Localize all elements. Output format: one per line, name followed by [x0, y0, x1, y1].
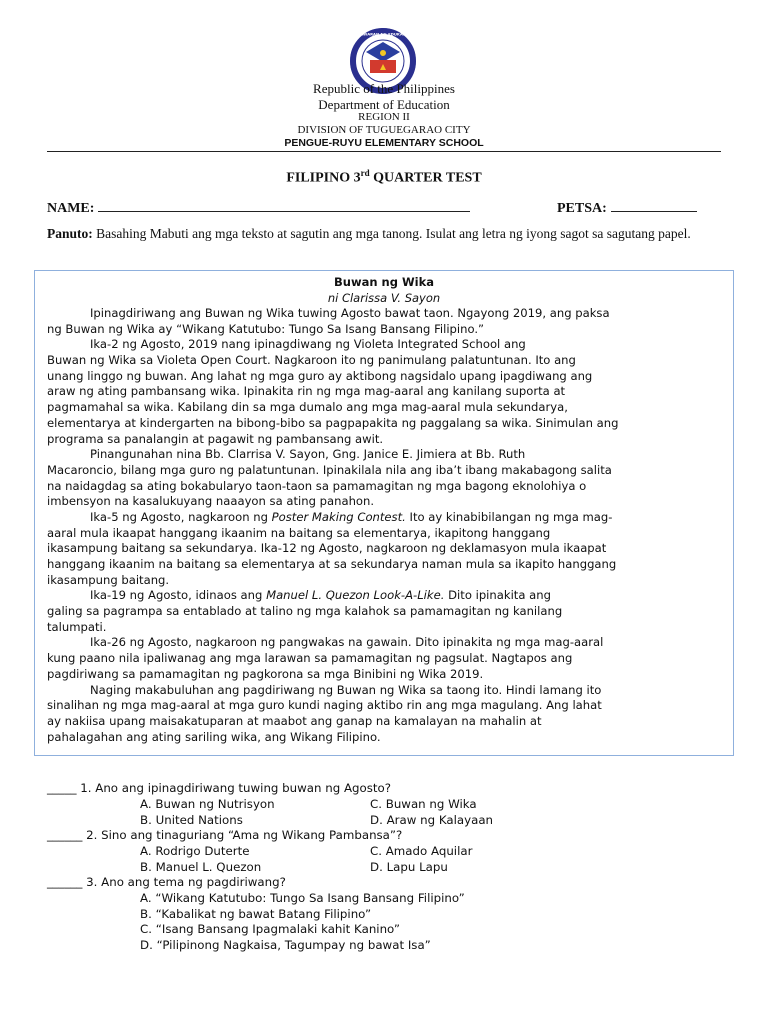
passage-line: Macaroncio, bilang mga guro ng palatuntunan. Ipinakilala nila ang iba’t ibang makabagong salita	[47, 462, 612, 477]
q3-option-b: B. “Kabalikat ng bawat Batang Filipino”	[140, 906, 372, 921]
passage-line: galing sa pagrampa sa entablado at talino ng mga kalahok sa pamamagitan ng kanilang	[47, 604, 563, 619]
passage-line: kung paano nila ipaliwanag ang mga larawan sa pamamagitan ng pagsulat. Nagtapos ang	[47, 651, 573, 666]
passage-line: programa sa panalangin at pagawit ng pambansang awit.	[47, 431, 384, 446]
q2-option-a: A. Rodrigo Duterte	[140, 844, 250, 858]
poster-contest-italic: Poster Making Contest.	[271, 509, 406, 524]
passage-line: Ika-19 ng Agosto, idinaos ang Manuel L. Quezon Look-A-Like. Dito ipinakita ang	[90, 588, 551, 603]
passage-line: aaral mula ikaapat hanggang ikaanim na baitang sa elementarya, ikapitong hanggang	[47, 525, 551, 540]
passage-line: ng Buwan ng Wika ay “Wikang Katutubo: Tungo Sa Isang Bansang Filipino.”	[47, 321, 485, 336]
questions-section	[47, 781, 727, 953]
passage-line: na naidagdag sa ating bokabularyo taon-taon sa pamamagitan ng mga bagong eknolohiya o	[47, 478, 587, 493]
passage-line: Pinangunahan nina Bb. Clarrisa V. Sayon, Gng. Janice E. Jimiera at Bb. Ruth	[90, 447, 526, 462]
passage-line: hanggang ikaanim na baitang sa elementarya at sa sekundarya naman mula sa ikapito hanggang	[47, 557, 617, 571]
q2-option-b: B. Manuel L. Quezon	[140, 859, 262, 874]
petsa-blank-line[interactable]	[611, 199, 697, 212]
passage-line: pagdiriwang sa pamamagitan ng pagkorona sa mga Binibini ng Wika 2019.	[47, 666, 484, 681]
question-1: _____ 1. Ano ang ipinagdiriwang tuwing buwan ng Agosto?	[47, 781, 391, 795]
petsa-field[interactable]	[557, 199, 697, 217]
q2-option-d: D. Lapu Lapu	[370, 859, 448, 874]
name-field[interactable]	[47, 199, 470, 217]
passage-line: pagmamahal sa wika. Kabilang din sa mga dumalo ang mga mag-aaral mula sekundarya,	[47, 400, 568, 415]
name-label: NAME:	[47, 201, 95, 216]
passage-line: Naging makabuluhan ang pagdiriwang ng Buwan ng Wika sa taong ito. Hindi lamang ito	[90, 682, 602, 697]
instructions	[47, 226, 697, 242]
header-region: REGION II	[358, 111, 410, 123]
petsa-label: PETSA:	[557, 201, 607, 216]
q3-option-d: D. “Pilipinong Nagkaisa, Tagumpay ng bawat Isa”	[140, 937, 431, 952]
q1-option-b: B. United Nations	[140, 812, 243, 827]
instructions-text: Basahing Mabuti ang mga teksto at sagutin ang mga tanong. Isulat ang letra ng iyong sagot sa sagutang papel.	[92, 226, 691, 241]
passage-text	[47, 306, 727, 745]
q3-option-a: A. “Wikang Katutubo: Tungo Sa Isang Bansang Filipino”	[140, 891, 465, 905]
q1-option-d: D. Araw ng Kalayaan	[370, 812, 494, 827]
header-divider	[47, 151, 721, 152]
q2-option-c: C. Amado Aquilar	[370, 844, 473, 858]
passage-line: araw ng ating pambansang wika. Ipinakita rin ng mga mag-aaral ang kanilang suporta at	[47, 384, 566, 399]
passage-line: Ipinagdiriwang ang Buwan ng Wika tuwing Agosto bawat taon. Ngayong 2019, ang paksa	[90, 306, 610, 320]
passage-line: ay nakiisa upang maisakatuparan at maabot ang ganap na kamalayan na mahalin at	[47, 713, 542, 728]
question-2: ______ 2. Sino ang tinaguriang “Ama ng Wikang Pambansa”?	[47, 828, 403, 842]
question-3: ______ 3. Ano ang tema ng pagdiriwang?	[47, 875, 286, 889]
q1-option-a: A. Buwan ng Nutrisyon	[140, 797, 275, 811]
q1-option-c: C. Buwan ng Wika	[370, 797, 477, 811]
passage-line: imbensyon na kasalukuyang naaayon sa ating panahon.	[47, 494, 375, 509]
name-blank-line[interactable]	[98, 199, 470, 212]
passage-line: Ika-26 ng Agosto, nagkaroon ng pangwakas na gawain. Dito ipinakita ng mga mag-aaral	[90, 635, 604, 650]
header-division: DIVISION OF TUGUEGARAO CITY	[297, 124, 471, 136]
passage-line: ikasampung baitang.	[47, 572, 170, 587]
passage-line: pahalagahan ang ating sariling wika, ang Wikang Filipino.	[47, 729, 381, 744]
passage-line: ikasampung baitang sa sekundarya. Ika-12 ng Agosto, nagkaroon ng deklamasyon mula ikaapat	[47, 541, 607, 556]
svg-text:KAGAWARAN NG EDUKASYON: KAGAWARAN NG EDUKASYON	[351, 31, 415, 37]
passage-line: Ika-2 ng Agosto, 2019 nang ipinagdiwang ng Violeta Integrated School ang	[90, 337, 526, 352]
passage-author: ni Clarissa V. Sayon	[327, 291, 441, 305]
passage-line: elementarya at kindergarten na bibong-bibo sa pagpapakita ng paggalang sa wika. Sinimulan ang	[47, 415, 619, 430]
passage-title: Buwan ng Wika	[334, 275, 434, 289]
header-school: PENGUE-RUYU ELEMENTARY SCHOOL	[284, 137, 484, 149]
quezon-lookalike-italic: Manuel L. Quezon Look-A-Like.	[266, 588, 445, 603]
passage-line: Buwan ng Wika sa Violeta Open Court. Nagkaroon ito ng panimulang palatuntunan. Ito ang	[47, 353, 576, 368]
test-title: FILIPINO 3rd QUARTER TEST	[286, 168, 482, 186]
passage-line: sinalihan ng mga mag-aaral at mga guro kundi naging aktibo rin ang mga magulang. Ang lahat	[47, 698, 602, 713]
passage-line: talumpati.	[47, 619, 107, 634]
header-republic: Republic of the Philippines	[313, 81, 455, 96]
header-department: Department of Education	[318, 97, 450, 112]
q3-option-c: C. “Isang Bansang Ipagmalaki kahit Kanino”	[140, 922, 400, 936]
passage-line: Ika-5 ng Agosto, nagkaroon ng Poster Making Contest. Ito ay kinabibilangan ng mga mag-	[90, 509, 613, 524]
passage-line: unang linggo ng buwan. Ang lahat ng mga guro ay aktibong nagsidalo upang ipagdiwang ang	[47, 368, 593, 383]
instructions-label: Panuto:	[47, 226, 93, 241]
